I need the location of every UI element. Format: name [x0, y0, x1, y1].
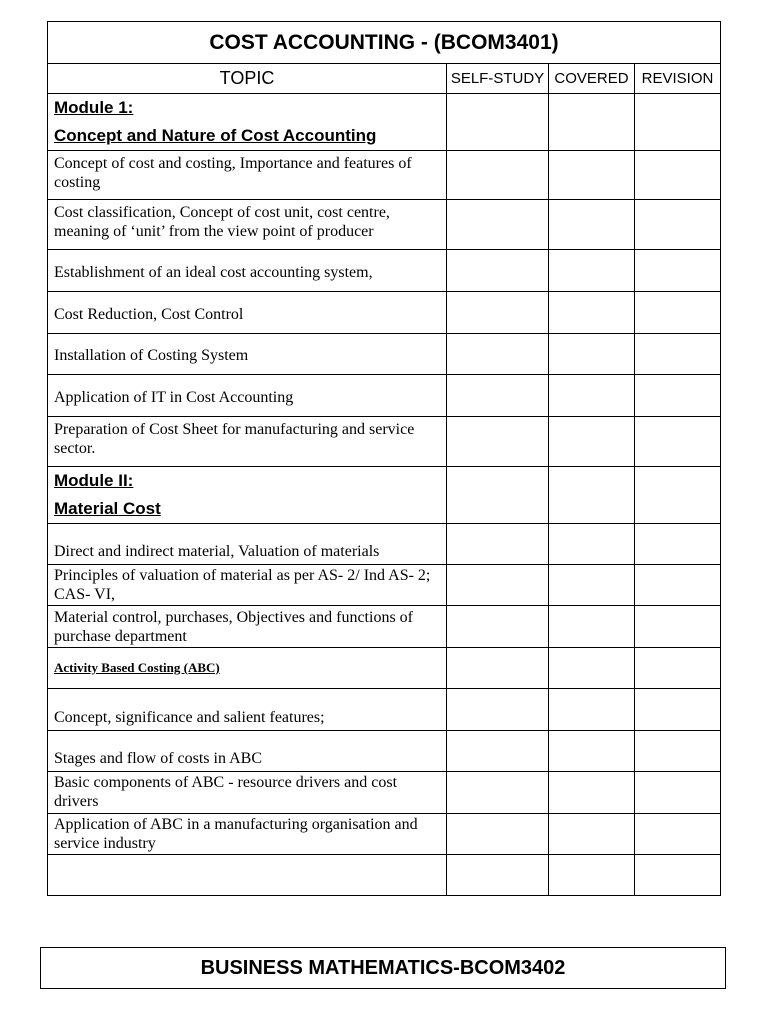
- topic-cell: Principles of valuation of material as per AS- 2/ Ind AS- 2; CAS- VI,: [48, 565, 447, 606]
- table-row: [48, 814, 721, 855]
- self-study-cell[interactable]: [447, 292, 549, 334]
- self-study-cell[interactable]: [447, 524, 549, 565]
- revision-cell[interactable]: [635, 565, 721, 606]
- self-study-cell[interactable]: [447, 151, 549, 200]
- header-row: [48, 64, 721, 94]
- next-subject-title: BUSINESS MATHEMATICS-BCOM3402: [40, 947, 726, 989]
- topic-cell: Cost Reduction, Cost Control: [48, 292, 447, 334]
- empty-row: [48, 855, 721, 896]
- topic-cell: Direct and indirect material, Valuation of materials: [48, 524, 447, 565]
- revision-cell[interactable]: [635, 814, 721, 855]
- self-study-cell[interactable]: [447, 648, 549, 689]
- revision-cell[interactable]: [635, 648, 721, 689]
- self-study-cell[interactable]: [447, 375, 549, 417]
- revision-cell[interactable]: [635, 375, 721, 417]
- covered-cell[interactable]: [549, 151, 635, 200]
- revision-cell[interactable]: [635, 292, 721, 334]
- table-row: [48, 375, 721, 417]
- covered-cell[interactable]: [549, 417, 635, 467]
- revision-cell[interactable]: [635, 151, 721, 200]
- table-row: [48, 250, 721, 292]
- topic-cell: Application of IT in Cost Accounting: [48, 375, 447, 417]
- topic-cell: Establishment of an ideal cost accounting system,: [48, 250, 447, 292]
- revision-cell[interactable]: [635, 772, 721, 814]
- revision-cell[interactable]: [635, 524, 721, 565]
- revision-cell[interactable]: [635, 94, 721, 151]
- table-row: [48, 417, 721, 467]
- self-study-cell[interactable]: [447, 334, 549, 375]
- header-revision: REVISION: [635, 64, 721, 94]
- module-row: [48, 94, 721, 151]
- syllabus-table: [47, 21, 721, 896]
- revision-cell[interactable]: [635, 200, 721, 250]
- topic-cell: Preparation of Cost Sheet for manufacturing and service sector.: [48, 417, 447, 467]
- topic-cell: Concept, significance and salient features;: [48, 689, 447, 731]
- covered-cell[interactable]: [549, 731, 635, 772]
- self-study-cell[interactable]: [447, 200, 549, 250]
- self-study-cell[interactable]: [447, 689, 549, 731]
- page-title: COST ACCOUNTING - (BCOM3401): [48, 22, 721, 64]
- module-label: Module II:: [54, 471, 134, 490]
- covered-cell[interactable]: [549, 94, 635, 151]
- revision-cell[interactable]: [635, 334, 721, 375]
- table-row: [48, 565, 721, 606]
- covered-cell[interactable]: [549, 375, 635, 417]
- covered-cell[interactable]: [549, 200, 635, 250]
- covered-cell[interactable]: [549, 524, 635, 565]
- table-row: [48, 731, 721, 772]
- revision-cell[interactable]: [635, 689, 721, 731]
- table-row: [48, 151, 721, 200]
- self-study-cell[interactable]: [447, 250, 549, 292]
- revision-cell[interactable]: [635, 467, 721, 524]
- self-study-cell[interactable]: [447, 814, 549, 855]
- revision-cell[interactable]: [635, 417, 721, 467]
- self-study-cell[interactable]: [447, 94, 549, 151]
- covered-cell[interactable]: [549, 814, 635, 855]
- topic-cell: Basic components of ABC - resource drivers and cost drivers: [48, 772, 447, 814]
- module-name: Concept and Nature of Cost Accounting: [54, 126, 377, 145]
- topic-cell: Application of ABC in a manufacturing organisation and service industry: [48, 814, 447, 855]
- covered-cell[interactable]: [549, 334, 635, 375]
- table-row: [48, 200, 721, 250]
- module-row: [48, 467, 721, 524]
- topic-cell-empty: [48, 855, 447, 896]
- revision-cell[interactable]: [635, 855, 721, 896]
- topic-cell: Cost classification, Concept of cost unit, cost centre, meaning of ‘unit’ from the view point of producer: [48, 200, 447, 250]
- covered-cell[interactable]: [549, 467, 635, 524]
- module-label: Module 1:: [54, 98, 134, 117]
- topic-cell: Material control, purchases, Objectives and functions of purchase department: [48, 606, 447, 648]
- header-covered: COVERED: [549, 64, 635, 94]
- revision-cell[interactable]: [635, 250, 721, 292]
- self-study-cell[interactable]: [447, 606, 549, 648]
- header-topic: TOPIC: [48, 64, 447, 94]
- self-study-cell[interactable]: [447, 417, 549, 467]
- table-row: [48, 606, 721, 648]
- title-row: [48, 22, 721, 64]
- covered-cell[interactable]: [549, 648, 635, 689]
- self-study-cell[interactable]: [447, 467, 549, 524]
- section-row: [48, 648, 721, 689]
- table-row: [48, 772, 721, 814]
- covered-cell[interactable]: [549, 565, 635, 606]
- table-row: [48, 689, 721, 731]
- self-study-cell[interactable]: [447, 855, 549, 896]
- covered-cell[interactable]: [549, 606, 635, 648]
- self-study-cell[interactable]: [447, 565, 549, 606]
- module-name: Material Cost: [54, 499, 161, 518]
- self-study-cell[interactable]: [447, 772, 549, 814]
- covered-cell[interactable]: [549, 292, 635, 334]
- topic-cell: Installation of Costing System: [48, 334, 447, 375]
- table-row: [48, 524, 721, 565]
- covered-cell[interactable]: [549, 855, 635, 896]
- self-study-cell[interactable]: [447, 731, 549, 772]
- module-heading: [48, 467, 447, 524]
- covered-cell[interactable]: [549, 250, 635, 292]
- table-row: [48, 292, 721, 334]
- revision-cell[interactable]: [635, 606, 721, 648]
- header-self-study: SELF-STUDY: [447, 64, 549, 94]
- revision-cell[interactable]: [635, 731, 721, 772]
- topic-cell: Stages and flow of costs in ABC: [48, 731, 447, 772]
- section-heading: Activity Based Costing (ABC): [48, 648, 447, 689]
- topic-cell: Concept of cost and costing, Importance and features of costing: [48, 151, 447, 200]
- module-heading: [48, 94, 447, 151]
- covered-cell[interactable]: [549, 772, 635, 814]
- table-row: [48, 334, 721, 375]
- covered-cell[interactable]: [549, 689, 635, 731]
